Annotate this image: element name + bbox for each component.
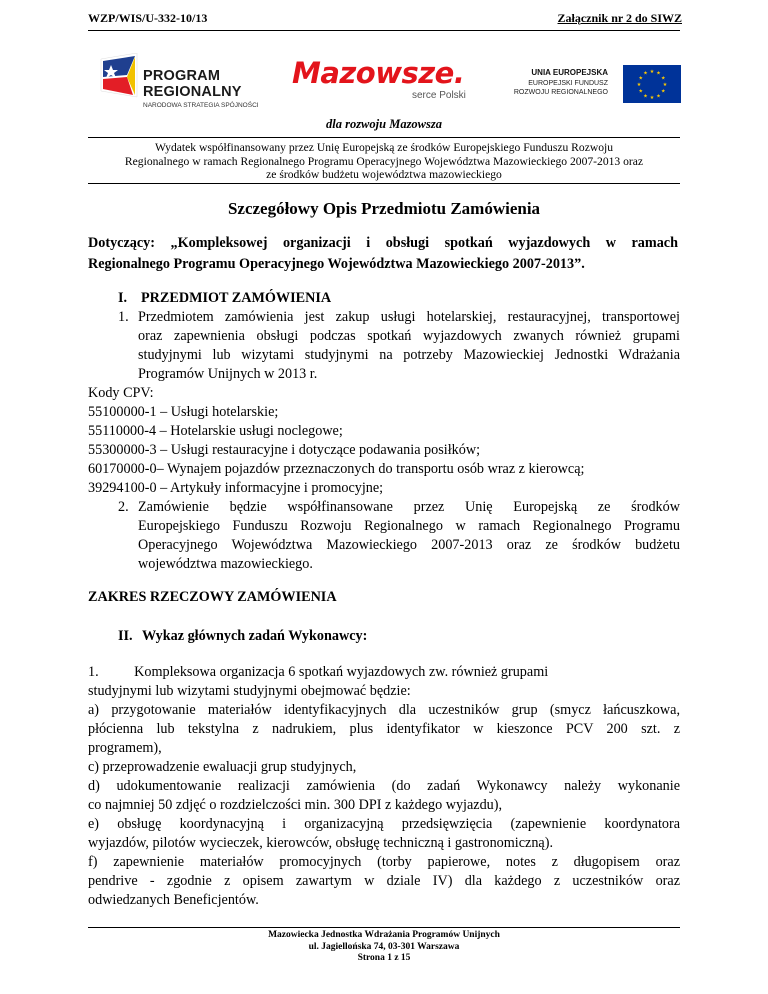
svg-text:★: ★	[649, 69, 655, 75]
item-2-line2: Europejskiego Funduszu Rozwoju Regionalnego w ramach Regionalnego Programu	[138, 518, 680, 534]
cpv-label: Kody CPV:	[88, 385, 154, 401]
cofinancing-line2: Regionalnego w ramach Regionalnego Programu Operacyjnego Województwa Mazowieckiego 2007-2013 oraz	[124, 154, 644, 168]
svg-text:★: ★	[638, 75, 643, 82]
concerning-line1: Dotyczący: „Kompleksowej organizacji i obsługi spotkań wyjazdowych w ramach	[88, 235, 678, 251]
concerning-paragraph	[88, 233, 678, 275]
section-2-line: odwiedzanych Beneficjentów.	[88, 892, 259, 908]
document-reference: WZP/WIS/U-332-10/13	[88, 11, 208, 25]
section-2-line: a) przygotowanie materiałów identyfikacyjnych dla uczestników grup (smycz łańcuszkowa,	[88, 702, 680, 718]
footer-line1: Mazowiecka Jednostka Wdrażania Programów Unijnych	[268, 930, 500, 940]
program-regionalny-line2: REGIONALNY	[143, 84, 242, 100]
cpv-code: 55110000-4 – Hotelarskie usługi noclegowe;	[88, 423, 343, 439]
footer-line2: ul. Jagiellońska 74, 03-301 Warszawa	[308, 941, 460, 952]
svg-text:★: ★	[662, 82, 668, 88]
section-2-line: c) przeprowadzenie ewaluacji grup studyjnych,	[88, 759, 357, 775]
section-2-line: f) zapewnienie materiałów promocyjnych (torby papierowe, notes z długopisem oraz	[88, 854, 680, 870]
item-1-line2: oraz zapewnienia obsługi podczas spotkań wyjazdowych zwanych również grupami	[138, 328, 680, 344]
section-2-line: co najmniej 50 zdjęć o rozdzielczości min. 300 DPI z każdego wyjazdu),	[88, 797, 503, 813]
item-1-line4: Programów Unijnych w 2013 r.	[138, 366, 318, 382]
section-2-line: studyjnymi lub wizytami studyjnymi obejmować będzie:	[88, 683, 411, 699]
cofinancing-line3: ze środków budżetu województwa mazowieckiego	[266, 168, 502, 181]
cpv-code: 60170000-0– Wynajem pojazdów przeznaczonych do transportu osób wraz z kierowcą;	[88, 461, 585, 477]
footer	[0, 930, 768, 965]
cofinancing-top-border	[88, 137, 680, 138]
section-2-line: pendrive - zgodnie z opisem zawartym w dziale IV) dla każdego z uczestników oraz	[88, 873, 680, 889]
section-2-line: e) obsługę koordynacyjną i organizacyjną przedsięwzięcia (zapewnienie koordynatora	[88, 816, 680, 832]
svg-text:★: ★	[661, 75, 666, 82]
eu-line1: UNIA EUROPEJSKA	[531, 68, 608, 77]
program-regionalny-line3: NARODOWA STRATEGIA SPÓJNOŚCI	[143, 102, 259, 109]
section-2-title: Wykaz głównych zadań Wykonawcy:	[142, 628, 368, 644]
cofinancing-note	[88, 141, 680, 182]
program-regionalny-emblem-icon	[97, 53, 141, 99]
section-1-title: PRZEDMIOT ZAMÓWIENIA	[141, 290, 332, 306]
eu-flag-icon	[623, 65, 681, 103]
footer-divider	[88, 927, 680, 928]
cpv-code: 55100000-1 – Usługi hotelarskie;	[88, 404, 279, 420]
section-2-line: 1. Kompleksowa organizacja 6 spotkań wyjazdowych zw. również grupami	[88, 664, 549, 680]
svg-text:★: ★	[636, 82, 642, 88]
section-2-body	[88, 663, 680, 910]
mazowsze-subtitle: serce Polski	[412, 90, 466, 101]
eu-logo	[509, 65, 684, 105]
svg-text:★: ★	[638, 88, 643, 95]
eu-line2: EUROPEJSKI FUNDUSZ	[528, 80, 608, 87]
svg-text:★: ★	[656, 93, 661, 100]
svg-text:★: ★	[649, 95, 655, 101]
attachment-label: Załącznik nr 2 do SIWZ	[557, 11, 682, 25]
section-1-number: I.	[118, 290, 128, 306]
motto: dla rozwoju Mazowsza	[325, 117, 442, 131]
cpv-code: 39294100-0 – Artykuły informacyjne i promocyjne;	[88, 480, 384, 496]
cofinancing-bottom-border	[88, 183, 680, 184]
section-2-line: d) udokumentowanie realizacji zamówienia (do zadań Wykonawcy należy wykonanie	[88, 778, 680, 794]
section-2-line: programem),	[88, 740, 162, 756]
svg-text:★: ★	[643, 70, 648, 77]
item-1: 1. Przedmiotem zamówienia jest zakup usługi hotelarskiej, restauracyjnej, transportowej	[118, 309, 680, 325]
item-2: 2. Zamówienie będzie współfinansowane przez Unię Europejską ze środków	[118, 499, 680, 515]
cpv-code: 55300000-3 – Usługi restauracyjne i dotyczące podawania posiłków;	[88, 442, 481, 458]
concerning-line2: Regionalnego Programu Operacyjnego Województwa Mazowieckiego 2007-2013”.	[88, 256, 585, 272]
page-number: Strona 1 z 15	[357, 953, 411, 963]
section-2-line: płócienna lub tekstylna z nadrukiem, plus identyfikator w kieszonce PCV 200 szt. z	[88, 721, 680, 737]
item-2-line4: województwa mazowieckiego.	[138, 556, 313, 572]
scope-heading: ZAKRES RZECZOWY ZAMÓWIENIA	[88, 589, 337, 605]
section-2-line: wyjazdów, pilotów wycieczek, kierowców, obsługę techniczną i gastronomiczną).	[88, 835, 553, 851]
svg-text:★: ★	[656, 70, 661, 77]
eu-line3: ROZWOJU REGIONALNEGO	[513, 89, 608, 96]
program-regionalny-line1: PROGRAM	[143, 68, 221, 84]
item-1-line3: studyjnymi lub wizytami studyjnymi na potrzeby Mazowieckiej Jednostki Wdrażania	[138, 347, 680, 363]
program-regionalny-logo	[97, 53, 267, 108]
section-1	[88, 289, 680, 574]
section-1-heading	[118, 289, 680, 308]
svg-text:★: ★	[661, 88, 666, 95]
document-title: Szczegółowy Opis Przedmiotu Zamówienia	[227, 199, 541, 218]
cofinancing-line1: Wydatek współfinansowany przez Unię Europejską ze środków Europejskiego Funduszu Rozwoju	[154, 141, 614, 154]
item-2-line3: Operacyjnego Województwa Mazowieckiego 2007-2013 oraz ze środków budżetu	[138, 537, 680, 553]
header-divider	[88, 30, 680, 31]
mazowsze-logo	[292, 56, 472, 106]
section-2-heading	[118, 628, 367, 645]
svg-text:★: ★	[643, 93, 648, 100]
section-2-number: II.	[118, 628, 133, 644]
mazowsze-wordmark: Mazowsze.	[292, 56, 465, 90]
